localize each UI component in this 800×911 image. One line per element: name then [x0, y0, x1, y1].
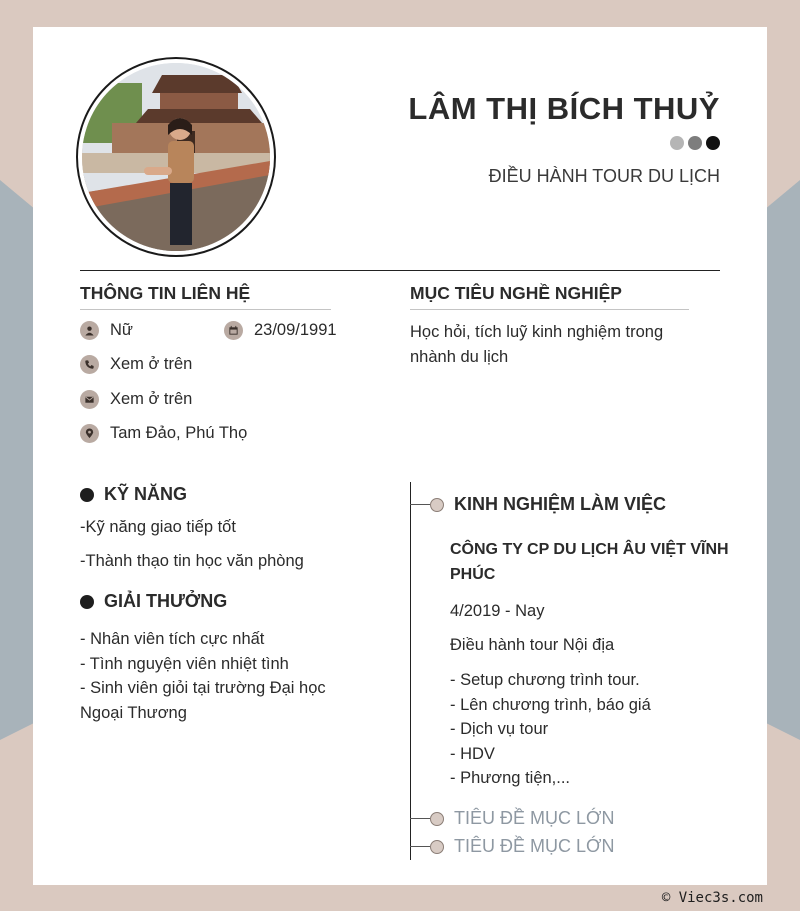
address-value: Tam Đảo, Phú Thọ: [110, 424, 248, 442]
phone-icon: [80, 355, 99, 374]
job-title: ĐIỀU HÀNH TOUR DU LỊCH: [488, 166, 720, 186]
award-line: - Sinh viên giỏi tại trường Đại học: [80, 679, 326, 697]
watermark: © Viec3s.com: [661, 890, 763, 906]
timeline-node-icon: [430, 840, 444, 854]
task-list: [450, 668, 750, 791]
awards-list: [80, 627, 380, 725]
bullet-icon: [80, 595, 94, 609]
email-value: Xem ở trên: [110, 390, 193, 408]
birthday-value: 23/09/1991: [254, 321, 337, 339]
awards-heading-label: GIẢI THƯỞNG: [104, 591, 228, 611]
cv-page: [33, 27, 767, 885]
company-name: CÔNG TY CP DU LỊCH ÂU VIỆT VĨNH PHÚC: [450, 541, 729, 583]
task-item: - Setup chương trình tour.: [450, 671, 640, 689]
timeline-connector: [410, 818, 430, 819]
address-row: [80, 424, 247, 443]
placeholder-heading: TIÊU ĐỀ MỤC LỚN: [454, 836, 615, 856]
skills-heading-label: KỸ NĂNG: [104, 484, 188, 504]
objective-text: [410, 320, 710, 369]
avatar-photo: [82, 63, 270, 251]
placeholder-section: [410, 808, 614, 829]
task-item: - Lên chương trình, báo giá: [450, 695, 651, 714]
skills-heading: [80, 484, 187, 505]
phone-value: Xem ở trên: [110, 355, 193, 373]
objective-line: nhành du lịch: [410, 347, 509, 366]
dot-light: [670, 136, 684, 150]
skill-item: -Thành thạo tin học văn phòng: [80, 552, 304, 570]
avatar: [76, 57, 276, 257]
task-item: - HDV: [450, 744, 495, 763]
mail-icon: [80, 390, 99, 409]
task-item: - Phương tiện,...: [450, 769, 571, 787]
header-divider: [80, 270, 720, 271]
contact-heading: THÔNG TIN LIÊN HỆ: [80, 283, 251, 303]
work-period: 4/2019 - Nay: [450, 602, 545, 620]
work-role: Điều hành tour Nội địa: [450, 636, 615, 654]
objective-line: Học hỏi, tích luỹ kinh nghiệm trong: [410, 323, 664, 341]
dot-dark: [706, 136, 720, 150]
location-icon: [80, 424, 99, 443]
task-item: - Dịch vụ tour: [450, 720, 549, 738]
placeholder-section: [410, 836, 614, 857]
timeline-connector: [410, 504, 430, 505]
bullet-icon: [80, 488, 94, 502]
contact-underline: [80, 309, 331, 310]
timeline-line: [410, 482, 411, 860]
timeline-connector: [410, 846, 430, 847]
experience-heading: [410, 494, 666, 515]
birthday-row: [224, 321, 337, 340]
gender-value: Nữ: [110, 321, 133, 339]
objective-underline: [410, 309, 689, 310]
phone-row: [80, 355, 192, 374]
awards-heading: [80, 591, 227, 612]
timeline-node-icon: [430, 498, 444, 512]
calendar-icon: [224, 321, 243, 340]
dot-medium: [688, 136, 702, 150]
award-line: - Tình nguyện viên nhiệt tình: [80, 654, 289, 673]
gender-row: [80, 321, 133, 340]
objective-heading: MỤC TIÊU NGHỀ NGHIỆP: [410, 283, 622, 303]
award-line: Ngoại Thương: [80, 703, 187, 722]
timeline-node-icon: [430, 812, 444, 826]
placeholder-heading: TIÊU ĐỀ MỤC LỚN: [454, 808, 615, 828]
experience-heading-label: KINH NGHIỆM LÀM VIỆC: [454, 494, 667, 514]
candidate-name: LÂM THỊ BÍCH THUỶ: [408, 91, 720, 126]
person-icon: [80, 321, 99, 340]
decorative-dots: [670, 136, 720, 150]
skill-item: -Kỹ năng giao tiếp tốt: [80, 518, 236, 536]
award-line: - Nhân viên tích cực nhất: [80, 630, 265, 648]
email-row: [80, 390, 192, 409]
